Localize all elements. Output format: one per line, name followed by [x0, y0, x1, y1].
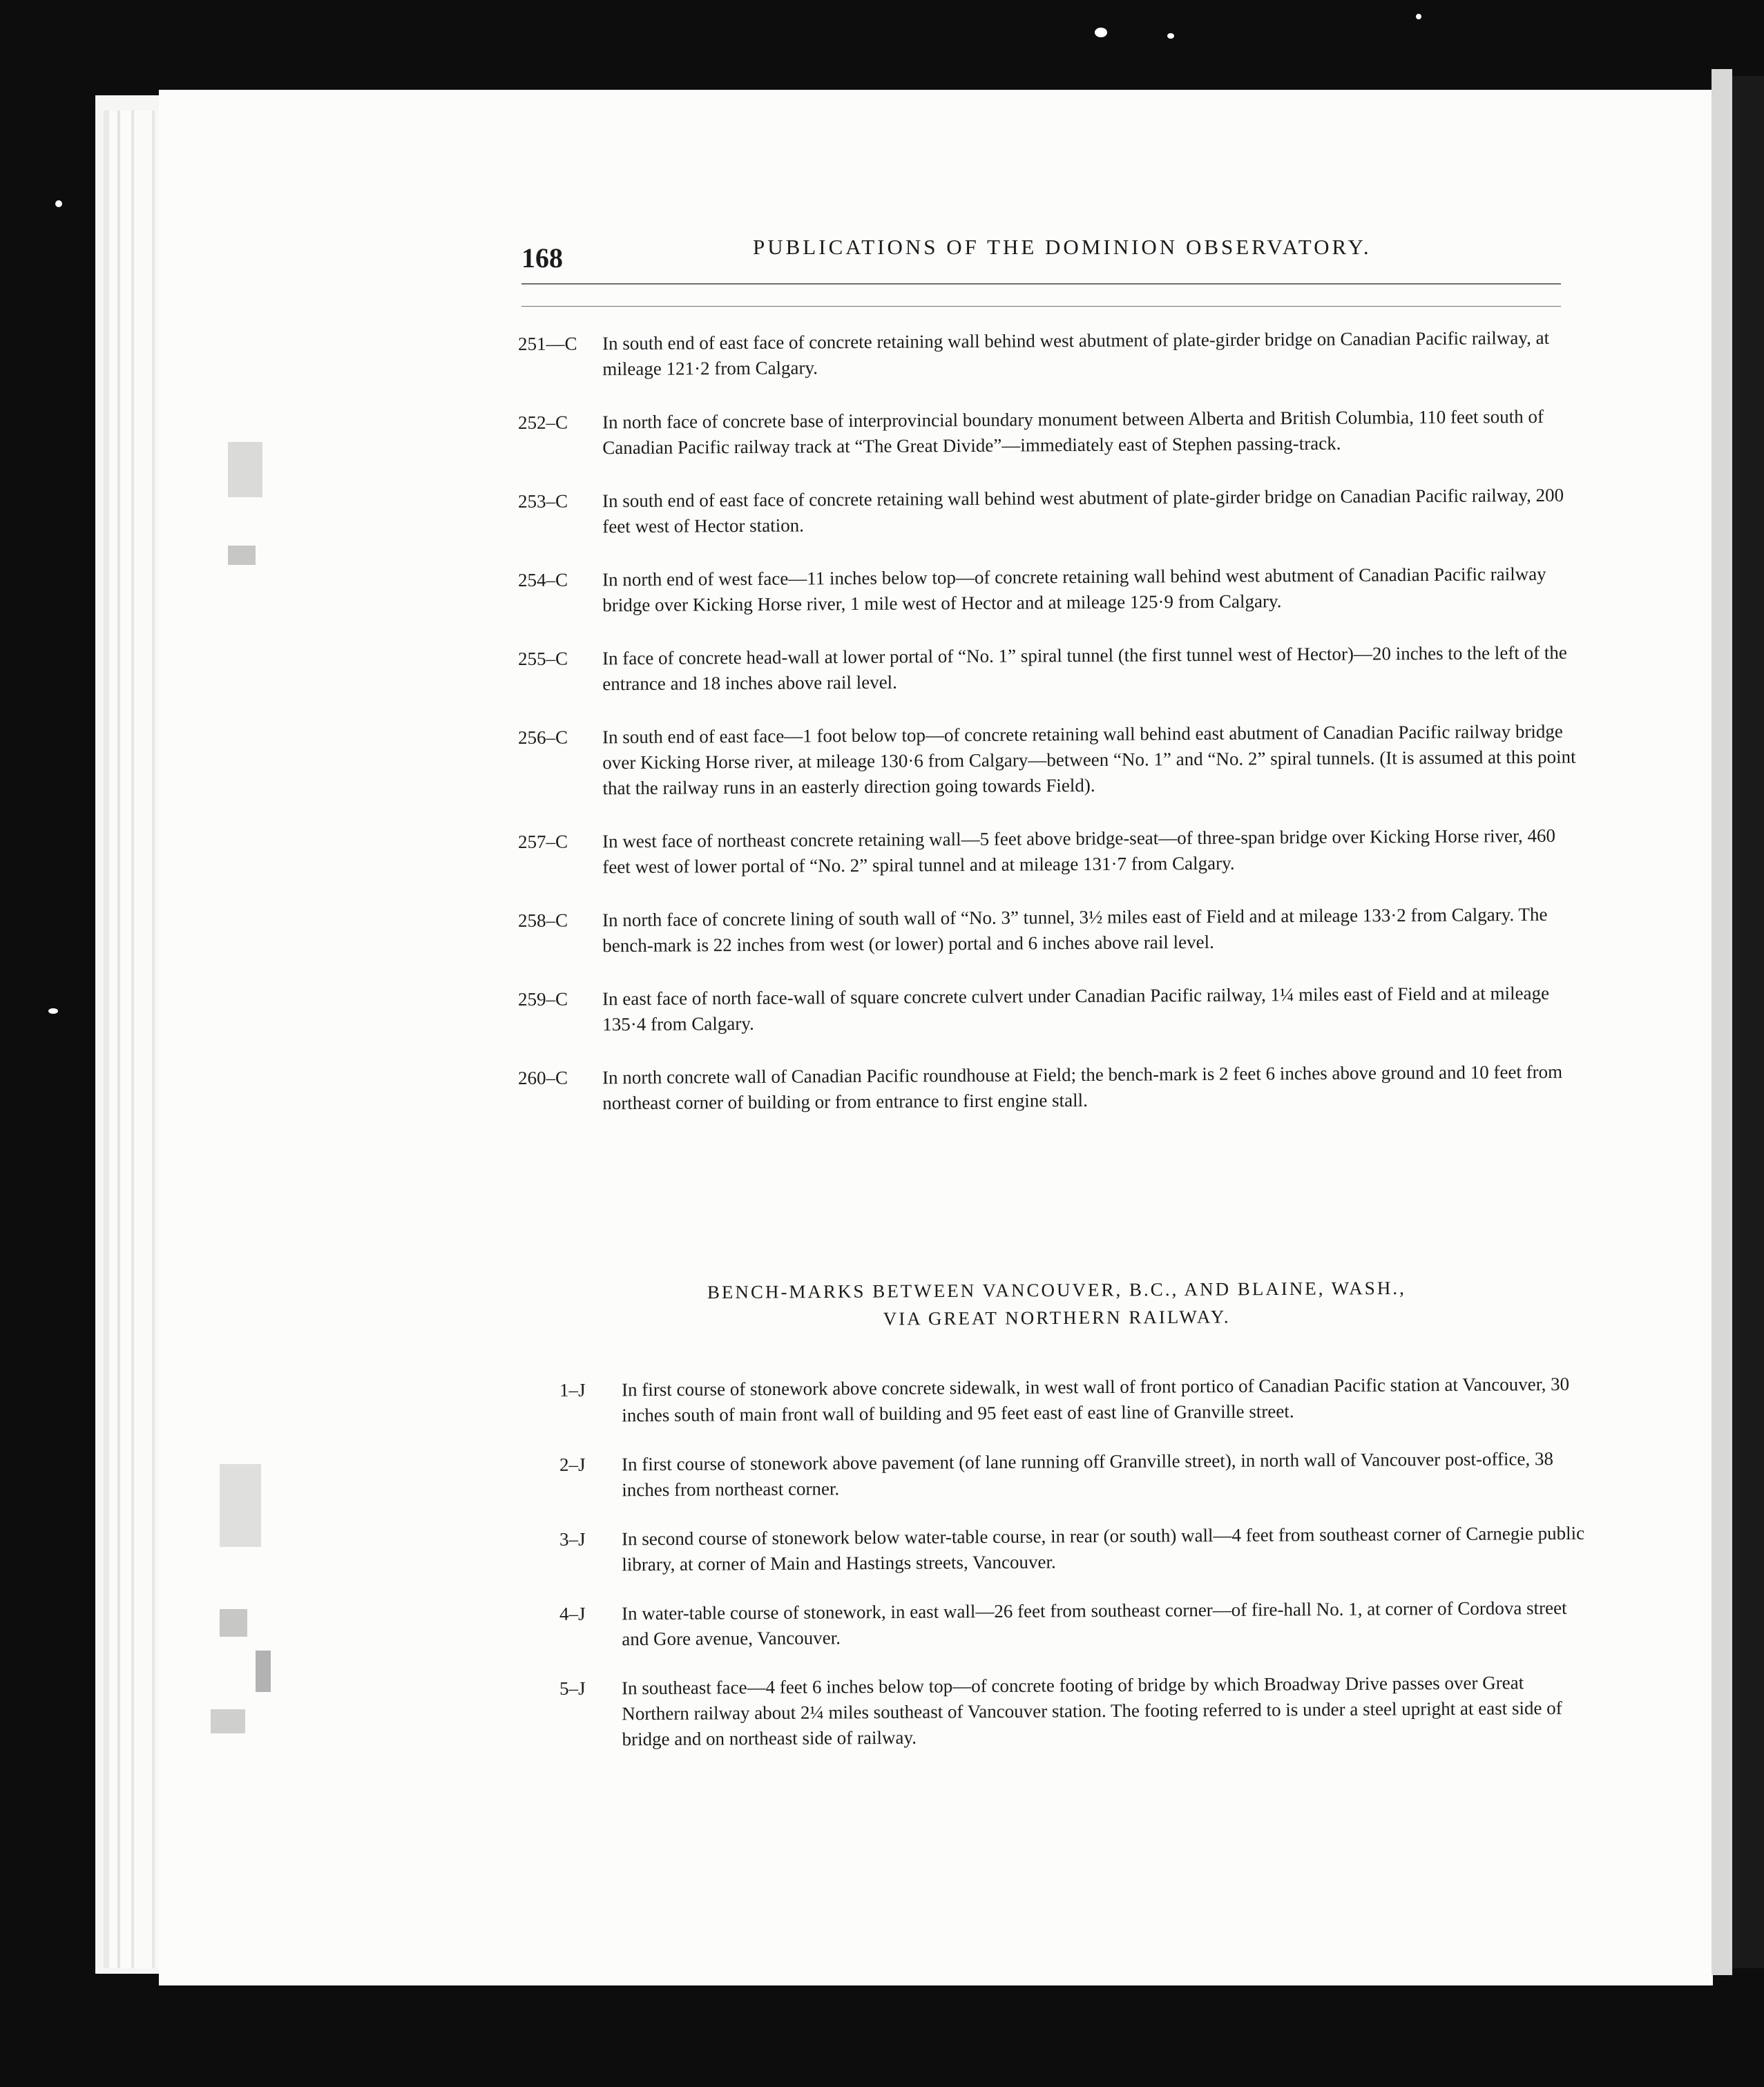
entry-text: In southeast face—4 feet 6 inches below top—of concrete footing of bridge by which Broadway Drive passes over Great Northern railway about 2¼ miles southeast of Vancouver station. The footing referred to is under a steel upright at east side of bridge and on northeast side of railway. [622, 1672, 1562, 1750]
bench-mark-list-j [546, 1373, 1592, 1776]
entry-id: 252–C [518, 412, 568, 433]
section-heading-line: VIA GREAT NORTHERN RAILWAY. [883, 1306, 1231, 1329]
bench-mark-entry [546, 1595, 1592, 1653]
bench-mark-entry [546, 1372, 1592, 1429]
page-number: 168 [521, 242, 563, 273]
bench-mark-entry [518, 561, 1582, 619]
entry-text: In face of concrete head-wall at lower portal of “No. 1” spiral tunnel (the first tunnel west of Hector)—20 inches to the left of the entrance and 18 inches above rail level. [602, 642, 1567, 695]
bench-mark-entry [518, 823, 1582, 881]
dust-speck [1167, 33, 1174, 39]
bleed-through-mark [220, 1464, 261, 1547]
bench-mark-entry [518, 902, 1582, 959]
entry-id: 4–J [559, 1603, 586, 1624]
entry-id: 253–C [518, 490, 568, 512]
entry-id: 1–J [559, 1379, 586, 1401]
entry-id: 5–J [559, 1677, 586, 1699]
entry-text: In west face of northeast concrete retaining wall—5 feet above bridge-seat—of three-span bridge over Kicking Horse river, 460 feet west of lower portal of “No. 2” spiral tunnel and at mileage 131·7 from Calgary. [602, 825, 1556, 878]
bench-mark-list-c [518, 327, 1582, 1144]
dust-speck [1095, 28, 1107, 37]
header-rule [521, 283, 1561, 285]
bench-mark-entry [546, 1521, 1592, 1578]
bench-mark-entry [546, 1670, 1593, 1753]
bench-mark-entry [518, 404, 1582, 461]
entry-text: In south end of east face of concrete retaining wall behind west abutment of plate-girder bridge on Canadian Pacific railway, 200 feet west of Hector station. [602, 484, 1564, 537]
running-head: PUBLICATIONS OF THE DOMINION OBSERVATORY. [753, 235, 1372, 259]
entry-id: 259–C [518, 988, 568, 1010]
entry-id: 255–C [518, 648, 568, 669]
dust-speck [48, 1008, 58, 1014]
entry-id: 257–C [518, 831, 568, 852]
section-heading-line: BENCH-MARKS BETWEEN VANCOUVER, B.C., AND BLAINE, WASH., [707, 1277, 1406, 1303]
entry-text: In first course of stonework above concrete sidewalk, in west wall of front portico of Canadian Pacific station at Vancouver, 30 inches south of main front wall of building and 95 feet east of east line of Granville street. [622, 1373, 1570, 1426]
entry-text: In second course of stonework below water-table course, in rear (or south) wall—4 feet from southeast corner of Carnegie public library, at corner of Main and Hastings streets, Vancouver. [622, 1522, 1585, 1575]
entry-id: 254–C [518, 569, 568, 590]
bleed-through-mark [228, 546, 256, 565]
entry-text: In south end of east face—1 foot below top—of concrete retaining wall behind east abutment of Canadian Pacific railway bridge over Kicking Horse river, at mileage 130·6 from Calgary—between “No. 1” and “No. 2” spiral tunnels. (It is assumed at this point that the railway runs in an easterly direction going towards Field). [602, 720, 1576, 799]
header-rule [521, 306, 1561, 307]
dust-speck [1416, 14, 1421, 19]
bench-mark-entry [518, 325, 1582, 383]
entry-id: 258–C [518, 910, 568, 931]
bench-mark-entry [546, 1446, 1592, 1503]
entry-id: 2–J [559, 1454, 586, 1475]
bench-mark-entry [518, 640, 1582, 698]
bleed-through-mark [256, 1651, 271, 1692]
entry-text: In north face of concrete base of interprovincial boundary monument between Alberta and British Columbia, 110 feet south of Canadian Pacific railway track at “The Great Divide”—immediately east of Stephen passing-track. [602, 405, 1544, 459]
bleed-through-mark [220, 1609, 247, 1637]
entry-text: In east face of north face-wall of square concrete culvert under Canadian Pacific railway, 1¼ miles east of Field and at mileage 135·4 from Calgary. [602, 982, 1550, 1035]
entry-text: In first course of stonework above pavement (of lane running off Granville street), in north wall of Vancouver post-office, 38 inches from northeast corner. [622, 1448, 1554, 1501]
entry-text: In water-table course of stonework, in east wall—26 feet from southeast corner—of fire-hall No. 1, at corner of Cordova street and Gore avenue, Vancouver. [622, 1597, 1567, 1650]
dust-speck [55, 200, 62, 207]
bench-mark-entry [518, 1059, 1582, 1117]
bleed-through-mark [211, 1709, 245, 1733]
entry-text: In north concrete wall of Canadian Pacific roundhouse at Field; the bench-mark is 2 feet 6 inches above ground and 10 feet from northeast corner of building or from entrance to first engine stall. [602, 1061, 1563, 1114]
entry-id: 256–C [518, 727, 568, 748]
bench-mark-entry [518, 719, 1582, 802]
bleed-through-mark [228, 442, 262, 497]
page-right-edge [1712, 69, 1732, 1975]
entry-id: 3–J [559, 1528, 586, 1550]
bench-mark-entry [518, 981, 1582, 1038]
entry-id: 260–C [518, 1067, 568, 1088]
entry-id: 251—C [518, 333, 577, 354]
entry-text: In north face of concrete lining of south wall of “No. 3” tunnel, 3½ miles east of Field and at mileage 133·2 from Calgary. The bench-mark is 22 inches from west (or lower) portal and 6 inches above rail level. [602, 903, 1548, 956]
entry-text: In south end of east face of concrete retaining wall behind west abutment of plate-girder bridge on Canadian Pacific railway, at mileage 121·2 from Calgary. [602, 327, 1550, 380]
binding-shadow [1732, 76, 1764, 1968]
entry-text: In north end of west face—11 inches below top—of concrete retaining wall behind west abutment of Canadian Pacific railway bridge over Kicking Horse river, 1 mile west of Hector and at mileage 125·9 from Calgary. [602, 563, 1546, 616]
section-heading [525, 1273, 1589, 1334]
bench-mark-entry [518, 483, 1582, 540]
